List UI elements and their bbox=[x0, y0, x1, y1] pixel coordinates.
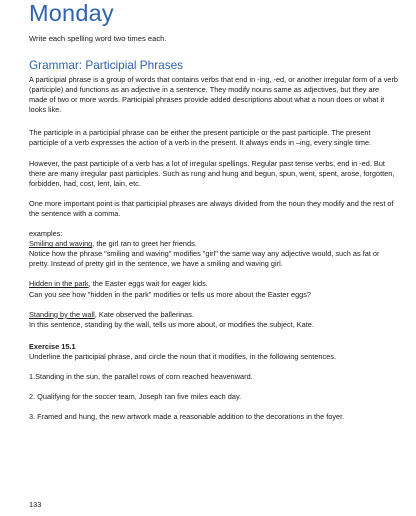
example-note-2: Can you see how "hidden in the park" modifies or tells us more about the Easter eggs? bbox=[29, 289, 311, 299]
example-rest-2: , the Easter eggs wait for eager kids. bbox=[88, 279, 208, 289]
intro-paragraph: A participial phrase is a group of words that contains verbs that end in -ing, -ed, or another irregular form of a verb (participle) and functions as an adjective in a sentence. They modify nouns same as adjectives, but they are made of two or more words. Participial phrases provide added descriptions about what a noun does or what it looks like. bbox=[29, 75, 399, 115]
example-note-1: Notice how the phrase "smiling and waving" modifies "girl" the same way any adjective would, such as fat or pretty. Instead of pretty girl in the sentence, we have a smiling and waving girl. bbox=[29, 249, 380, 269]
example-rest-3: , Kate observed the ballerinas. bbox=[94, 309, 194, 319]
exercise-instruction: Underline the participial phrase, and circle the noun that it modifies, in the following sentences. bbox=[29, 351, 336, 361]
examples-label: examples: bbox=[29, 229, 63, 239]
grammar-heading: Grammar: Participial Phrases bbox=[29, 58, 184, 72]
comma-paragraph: One more important point is that participial phrases are always divided from the noun they modify and the rest of the sentence with a comma. bbox=[29, 198, 394, 218]
example-phrase-1: Smiling and waving bbox=[29, 239, 93, 249]
past-participle-paragraph: However, the past participle of a verb has a lot of irregular spellings. Regular past tense verbs, end in -ed. But there are many irregular past participles. Such as rung and hung and begun, spun, went, spent, arose, forgotten, forbidden, had, cost, lent, lain, etc. bbox=[29, 158, 395, 188]
example-sentence-1 bbox=[29, 239, 398, 249]
example-sentence-2 bbox=[29, 279, 398, 289]
example-rest-1: , the girl ran to greet her friends. bbox=[92, 239, 197, 249]
exercise-item-3: 3. Framed and hung, the new artwork made a reasonable addition to the decorations in the foyer. bbox=[29, 412, 345, 422]
exercise-title: Exercise 15.1 bbox=[29, 341, 76, 351]
example-phrase-3: Standing by the wall bbox=[29, 309, 95, 319]
participle-paragraph: The participle in a participial phrase can be either the present participle or the past participle. The present participle of a verb expresses the action of a verb in the present. It always ends in –ing, every single time. bbox=[29, 128, 372, 148]
exercise-item-1: 1.Standing in the sun, the parallel rows of corn reached heavenward. bbox=[29, 371, 253, 381]
page-title: Monday bbox=[29, 0, 114, 26]
example-note-3: In this sentence, standing by the wall, tells us more about, or modifies the subject, Kate. bbox=[29, 319, 314, 329]
example-sentence-3 bbox=[29, 310, 398, 320]
spelling-instruction: Write each spelling word two times each. bbox=[29, 34, 167, 43]
page-number: 133 bbox=[29, 500, 42, 509]
exercise-item-2: 2. Qualifying for the soccer team, Joseph ran five miles each day. bbox=[29, 392, 242, 402]
example-phrase-2: Hidden in the park bbox=[29, 279, 89, 289]
